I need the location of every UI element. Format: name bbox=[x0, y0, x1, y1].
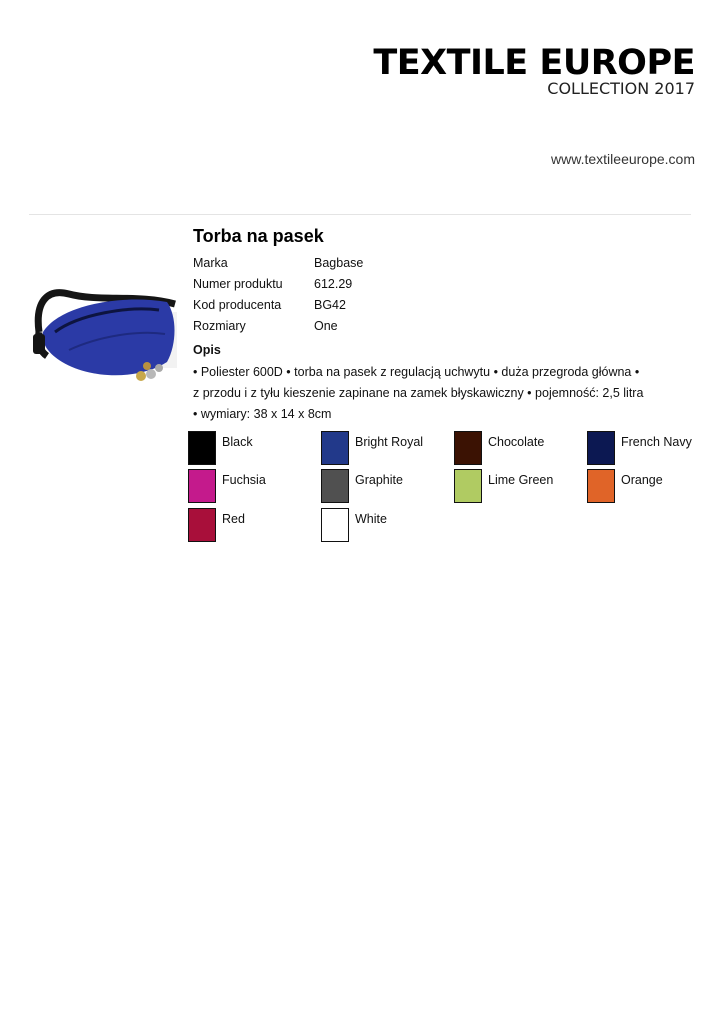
color-name: Graphite bbox=[355, 473, 403, 487]
color-name: Lime Green bbox=[488, 473, 554, 487]
color-swatch bbox=[454, 431, 584, 467]
color-chip bbox=[587, 431, 615, 465]
brand-logo bbox=[373, 44, 695, 98]
color-swatch bbox=[188, 508, 318, 544]
attribute-label: Kod producenta bbox=[193, 298, 282, 312]
attribute-row-product-number bbox=[193, 274, 363, 295]
color-swatch bbox=[188, 469, 318, 505]
color-swatch bbox=[454, 469, 584, 505]
color-name: Fuchsia bbox=[222, 473, 266, 487]
color-chip bbox=[188, 469, 216, 503]
color-swatch bbox=[188, 431, 318, 467]
description-heading: Opis bbox=[193, 343, 221, 357]
description-text: • Poliester 600D • torba na pasek z regulacją uchwytu • duża przegroda główna • z przodu i z tyłu kieszenie zapinane na zamek błyskawiczny • pojemność: 2,5 litra • wymiary: 38 x 14 x 8cm bbox=[193, 365, 644, 421]
attribute-row-brand bbox=[193, 253, 363, 274]
attribute-row-sizes bbox=[193, 316, 363, 337]
color-name: Black bbox=[222, 435, 253, 449]
color-chip bbox=[454, 431, 482, 465]
brand-title: TEXTILE EUROPE bbox=[373, 43, 695, 83]
attribute-value: One bbox=[314, 319, 338, 333]
brand-subtitle: COLLECTION 2017 bbox=[547, 79, 695, 98]
color-swatch bbox=[321, 508, 451, 544]
color-chip bbox=[188, 431, 216, 465]
color-chip bbox=[321, 431, 349, 465]
attribute-row-manufacturer-code bbox=[193, 295, 363, 316]
product-attributes bbox=[193, 253, 363, 337]
color-swatch bbox=[587, 469, 717, 505]
website-link[interactable]: www.textileeurope.com bbox=[551, 151, 695, 167]
color-swatch bbox=[321, 431, 451, 467]
color-name: Bright Royal bbox=[355, 435, 424, 449]
divider bbox=[29, 214, 691, 215]
product-title: Torba na pasek bbox=[193, 226, 324, 246]
color-name: Orange bbox=[621, 473, 663, 487]
attribute-label: Numer produktu bbox=[193, 277, 283, 291]
attribute-value: BG42 bbox=[314, 298, 346, 312]
color-name: Red bbox=[222, 512, 245, 526]
color-name: French Navy bbox=[621, 435, 692, 449]
color-chip bbox=[188, 508, 216, 542]
attribute-label: Marka bbox=[193, 256, 228, 270]
color-chip bbox=[321, 508, 349, 542]
color-name: White bbox=[355, 512, 387, 526]
product-image bbox=[29, 232, 179, 427]
color-chip bbox=[587, 469, 615, 503]
color-chip bbox=[454, 469, 482, 503]
attribute-value: Bagbase bbox=[314, 256, 364, 270]
attribute-value: 612.29 bbox=[314, 277, 353, 291]
color-name: Chocolate bbox=[488, 435, 545, 449]
color-swatch bbox=[321, 469, 451, 505]
color-swatch bbox=[587, 431, 717, 467]
attribute-label: Rozmiary bbox=[193, 319, 246, 333]
color-chip bbox=[321, 469, 349, 503]
